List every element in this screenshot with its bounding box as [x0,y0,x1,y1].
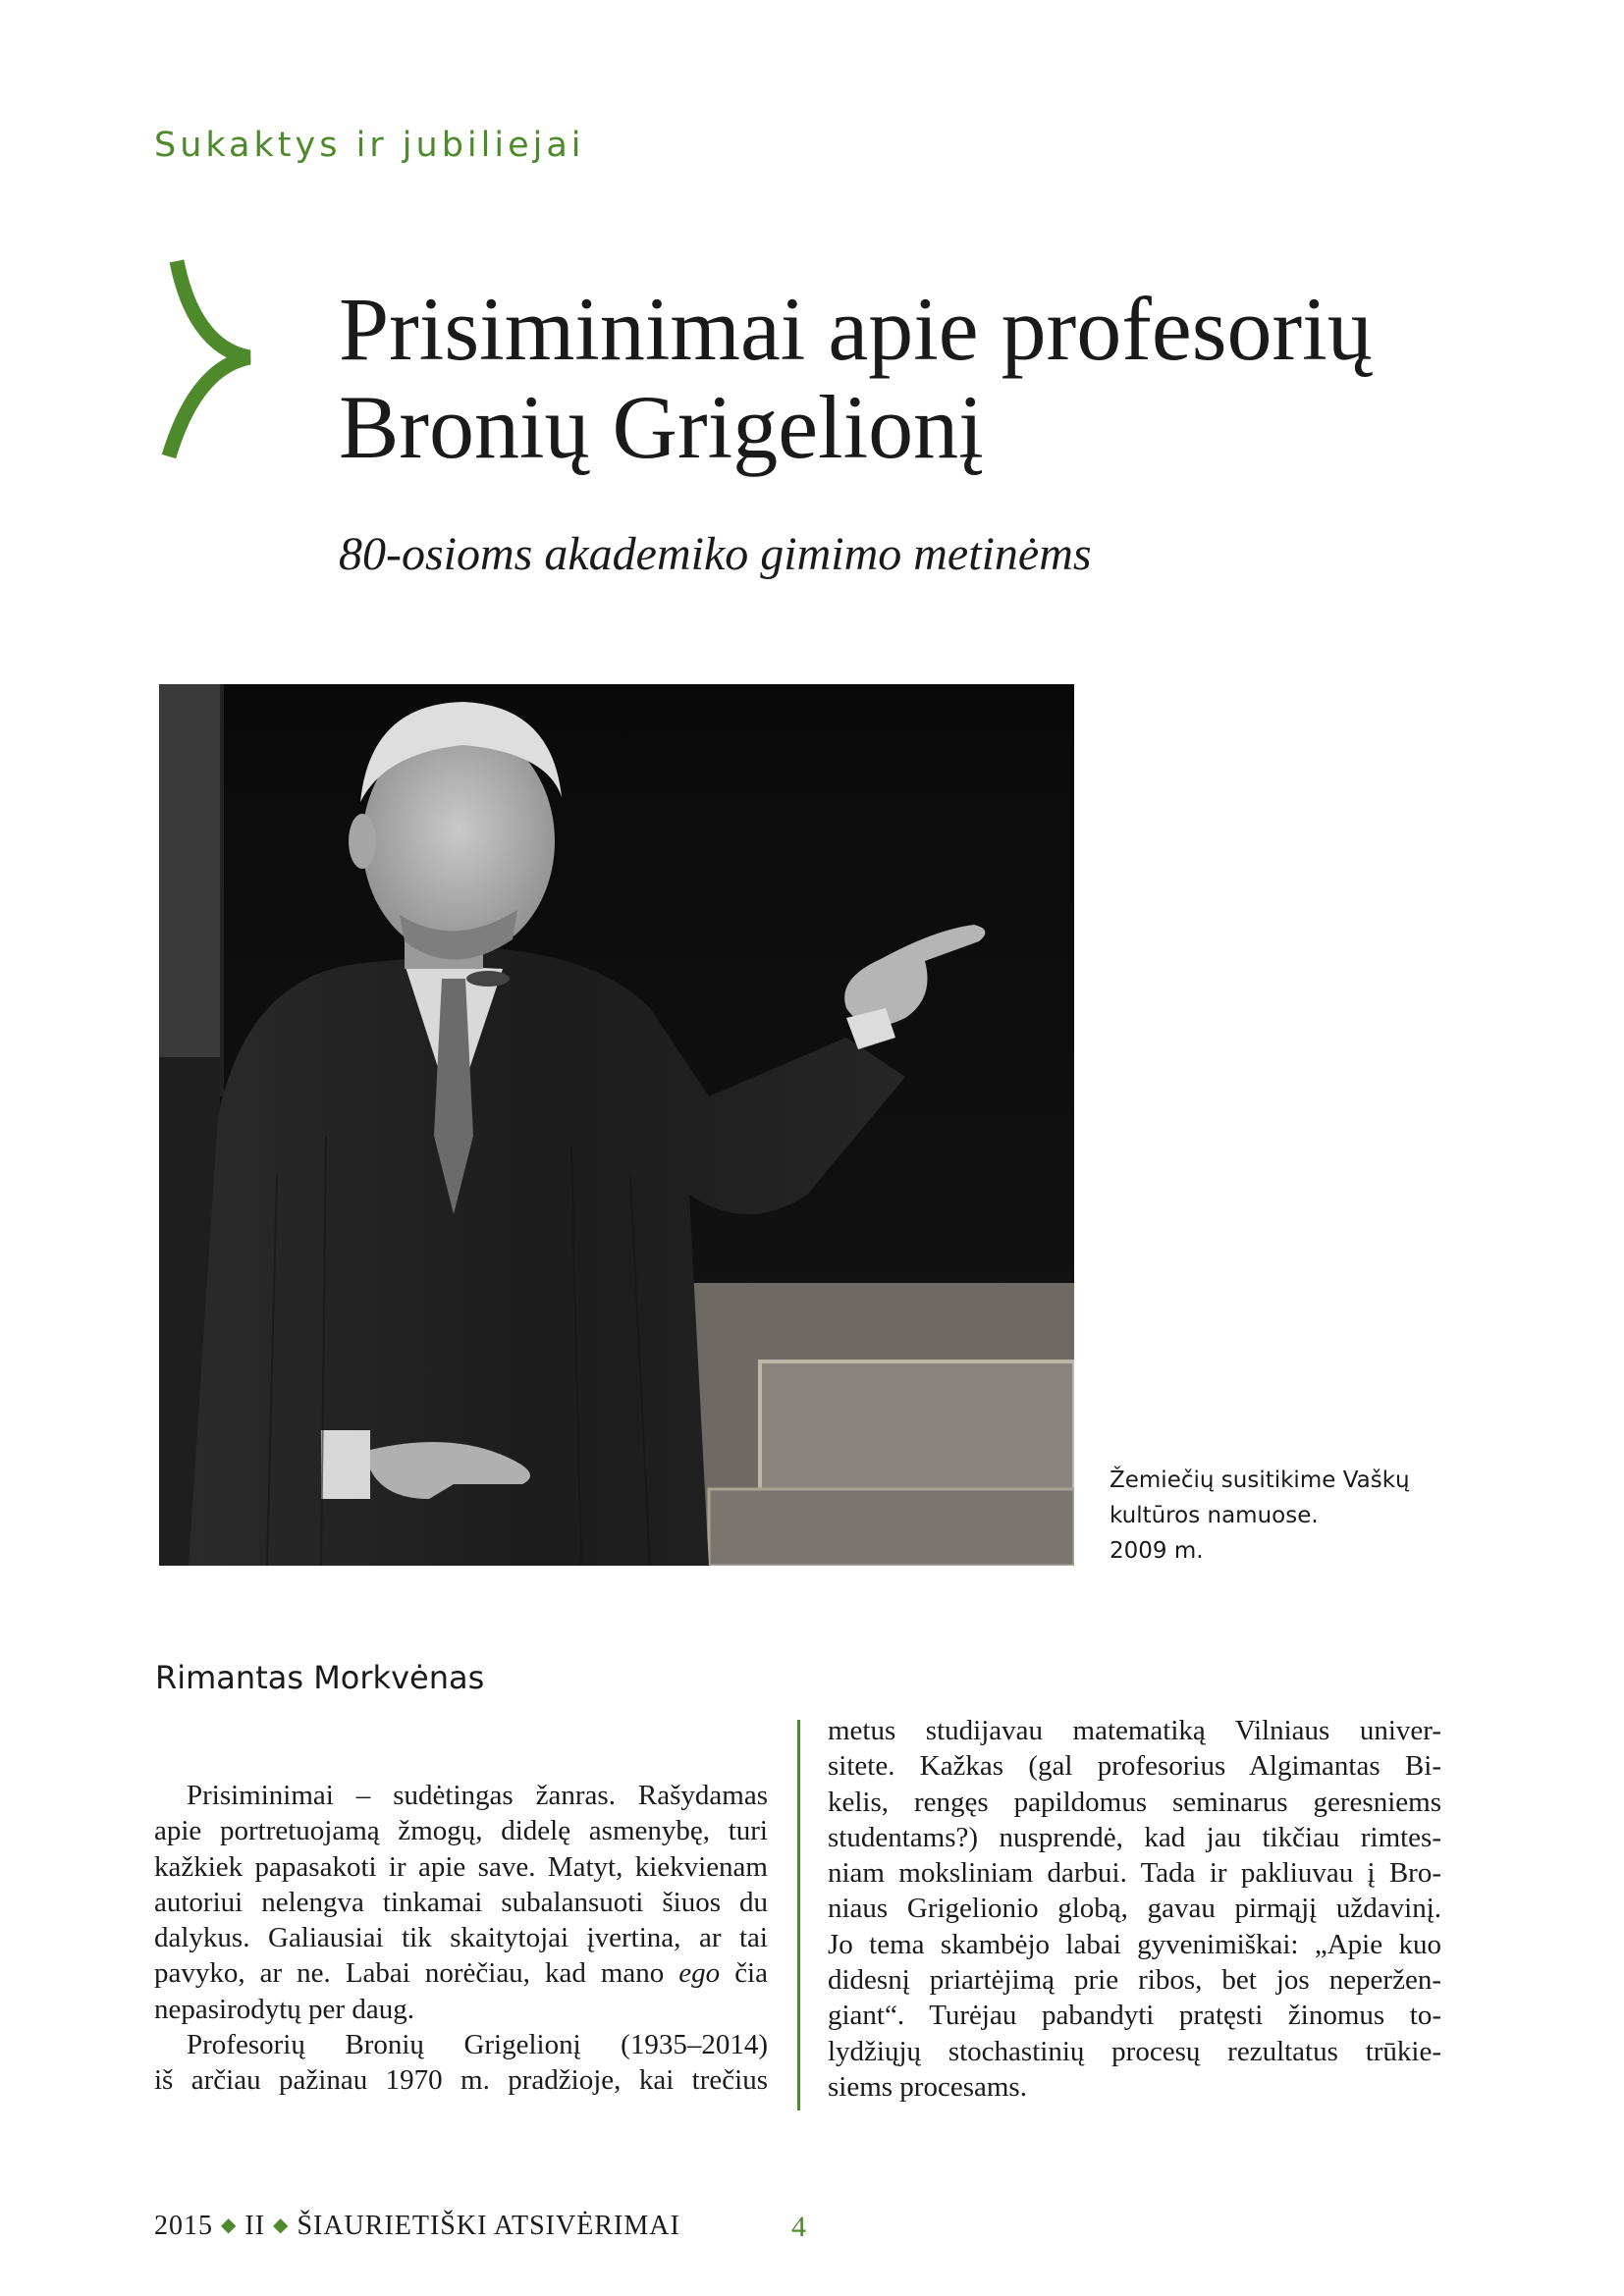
page-number: 4 [791,2211,806,2243]
body-column-right [828,1713,1441,2105]
text-line: Prisiminimai – sudėtingas žanras. Rašydamas [187,1780,768,1811]
text-line: kelis, rengęs papildomus seminarus geresniems [828,1786,1441,1818]
text-line: giant“. Turėjau pabandyti pratęsti žinomus to- [828,2000,1441,2032]
text-line: Profesorių Bronių Grigelionį (1935–2014) [187,2029,768,2061]
diamond-icon: ◆ [273,2215,290,2236]
text-line: iš arčiau pažinau 1970 m. pradžioje, kai trečius [154,2064,768,2097]
text-line: Jo tema skambėjo labai gyvenimiškai: „Apie kuo [828,1928,1441,1960]
text-line: dalykus. Galiausiai tik skaitytojai įvertina, ar tai [154,1922,768,1954]
footer-magazine: ŠIAURIETIŠKI ATSIVĖRIMAI [297,2211,680,2241]
text-line: sitete. Kažkas (gal profesorius Algimantas Bi- [828,1750,1441,1783]
column-divider [797,1720,800,2110]
diamond-icon: ◆ [221,2215,238,2236]
author-name: Rimantas Morkvėnas [155,1659,485,1696]
text-line: studentams?) nusprendė, kad jau tikčiau rimtes- [828,1821,1441,1853]
photo-caption [1110,1463,1463,1569]
title-line: Prisiminimai apie profesorių [339,279,1373,379]
bracket-ornament [155,257,253,458]
text-line: didesnį priartėjimą prie ribos, bet jos neperžen- [828,1964,1441,1997]
article-title [339,280,1517,476]
footer-year: 2015 [154,2211,213,2241]
portrait-illustration [159,684,1074,1566]
title-line: Bronių Grigelionį [339,377,984,477]
portrait-photo [159,684,1074,1566]
text-line: kažkiek papasakoti ir apie save. Matyt, kiekvienam [154,1850,768,1883]
caption-line: Žemiečių susitikime Vaškų [1110,1468,1410,1493]
footer-issue: II [244,2211,266,2241]
text-line: pavyko, ar ne. Labai norėčiau, kad mano ego čia [154,1957,768,1990]
text-line: apie portretuojamą žmogų, didelę asmenybę, turi [154,1815,768,1847]
text-line: metus studijavau matematiką Vilniaus univer- [828,1715,1441,1746]
emphasis-word: ego [678,1957,721,1990]
body-column-left [154,1778,768,2099]
text-line: siems procesams. [828,2070,1027,2103]
text-line: niaus Grigelionio globą, gavau pirmąjį uždavinį. [828,1893,1441,1925]
caption-line: 2009 m. [1110,1538,1204,1564]
text-line: niam moksliniam darbui. Tada ir pakliuvau į Bro- [828,1857,1441,1890]
caption-line: kultūros namuose. [1110,1503,1319,1528]
article-subtitle: 80-osioms akademiko gimimo metinėms [339,528,1092,580]
text-line: nepasirodytų per daug. [154,1993,414,2025]
section-label: Sukaktys ir jubiliejai [154,126,585,165]
text-line: lydžiųjų stochastinių procesų rezultatus trūkie- [828,2035,1441,2067]
text-line: autoriui nelengva tinkamai subalansuoti šiuos du [154,1886,768,1918]
footer [154,2211,680,2242]
